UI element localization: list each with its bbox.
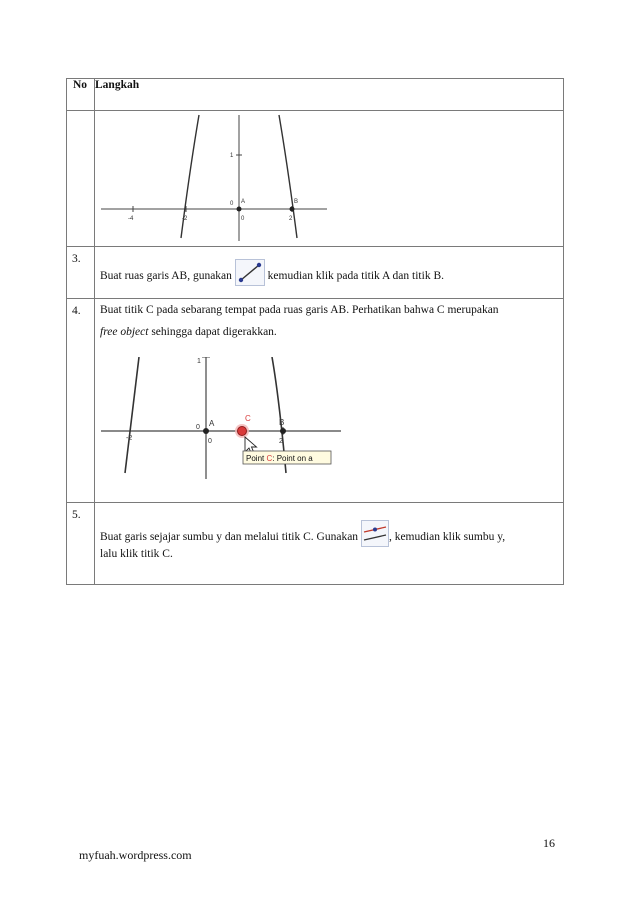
table-row-step-3	[67, 247, 564, 299]
step-5-line-1-after: , kemudian klik sumbu y,	[388, 531, 506, 544]
point-b	[290, 207, 295, 212]
label-a: A	[209, 419, 215, 428]
steps-table	[66, 78, 564, 585]
step-3-text	[100, 259, 444, 294]
tick-label-x-0: 0	[241, 216, 245, 222]
table-row-figure1	[67, 111, 564, 247]
origin-label: 0	[230, 201, 234, 207]
page-number: 16	[543, 836, 555, 850]
footer-site: myfuah.wordpress.com	[79, 848, 192, 862]
empty-number-cell	[67, 111, 95, 247]
label-b: B	[279, 418, 285, 427]
step-3-cell	[95, 247, 564, 299]
step-4-cell	[95, 299, 564, 503]
table-row-step-4	[67, 299, 564, 503]
figure1-cell	[95, 111, 564, 247]
point-a	[237, 207, 242, 212]
label-b: B	[294, 199, 299, 205]
header-no: No	[67, 79, 95, 111]
label-c: C	[245, 414, 251, 423]
segment-tool-icon	[235, 259, 265, 294]
tick-label-x-0: 0	[208, 438, 212, 445]
point-b	[280, 428, 286, 434]
tick-label-x-2: 2	[279, 438, 283, 445]
table-header-row	[67, 79, 564, 111]
tooltip-suffix: : Point on a	[272, 454, 313, 463]
step-4-line-2	[100, 322, 277, 343]
step-3-text-before: Buat ruas garis AB, gunakan	[100, 270, 232, 283]
graph-figure-1	[95, 113, 335, 243]
tick-label-x-neg2: -2	[126, 435, 133, 442]
tick-label-x-neg4: -4	[128, 216, 134, 222]
step-number: 3.	[67, 247, 95, 299]
header-step: Langkah	[95, 79, 564, 111]
table-row-step-5	[67, 503, 564, 585]
tooltip	[243, 451, 331, 464]
step-4-line-1: Buat titik C pada sebarang tempat pada ruas garis AB. Perhatikan bahwa C merupakan	[100, 304, 499, 316]
point-a	[203, 428, 209, 434]
step-number: 5.	[67, 503, 95, 585]
tick-label-x-2: 2	[289, 216, 293, 222]
parallel-line-tool-icon	[361, 520, 389, 555]
point-c[interactable]	[238, 427, 247, 436]
step-5-cell	[95, 503, 564, 585]
tooltip-prefix: Point	[246, 454, 267, 463]
tick-label-x-neg2: -2	[182, 216, 188, 222]
parabola-left-branch	[125, 357, 139, 473]
tick-label-y-1: 1	[197, 358, 201, 365]
step-5-line-2: lalu klik titik C.	[100, 548, 173, 560]
tooltip-point-c: C	[266, 454, 273, 463]
parabola-right-branch	[279, 115, 297, 238]
label-a: A	[241, 199, 246, 205]
step-4-line-2-rest: sehingga dapat digerakkan.	[148, 326, 277, 338]
step-number: 4.	[67, 299, 95, 503]
svg-text:Point C: Point on a	[246, 454, 313, 463]
graph-figure-2	[95, 357, 345, 487]
origin-label: 0	[196, 424, 200, 431]
step-3-text-after: kemudian klik pada titik A dan titik B.	[267, 270, 444, 283]
tick-label-y-1: 1	[230, 153, 234, 159]
free-object-term: free object	[100, 326, 149, 338]
step-5-line-1-before: Buat garis sejajar sumbu y dan melalui titik C. Gunakan	[100, 531, 359, 544]
